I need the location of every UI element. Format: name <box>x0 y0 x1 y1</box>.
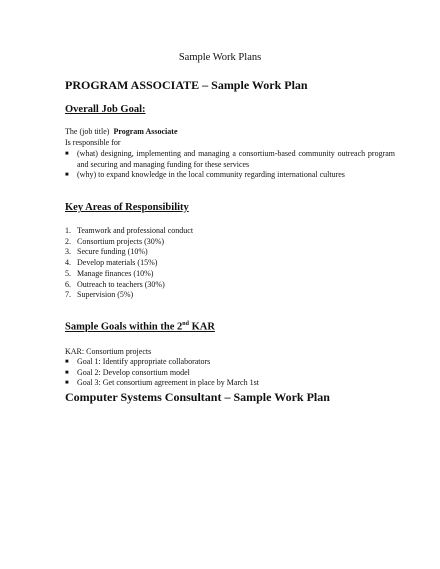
program-associate-heading <box>65 78 308 93</box>
list-item: ■ (why) to expand knowledge in the local community regarding international cultures <box>65 170 345 180</box>
list-item: ■ Goal 2: Develop consortium model <box>65 367 190 377</box>
kar-numbered-list <box>65 226 193 301</box>
heading-suffix: – Sample Work Plan <box>199 78 308 92</box>
sample-goals-list <box>65 357 395 389</box>
square-bullet-icon: ■ <box>65 359 69 365</box>
responsible-line: Is responsible for <box>65 138 121 147</box>
list-item: 4. Develop materials (15%) <box>65 258 158 268</box>
list-item: 6. Outreach to teachers (30%) <box>65 279 165 289</box>
square-bullet-icon: ■ <box>65 380 69 387</box>
job-title: Program Associate <box>113 127 178 136</box>
list-item: 7. Supervision (5%) <box>65 290 134 300</box>
list-item: ■ Goal 1: Identify appropriate collaborators <box>65 357 211 366</box>
job-title-prefix: The (job title) <box>65 127 110 136</box>
key-areas-heading: Key Areas of Responsibility <box>65 202 189 213</box>
goal-bullet-list <box>65 149 395 181</box>
job-title-line <box>65 127 178 137</box>
computer-systems-heading: Computer Systems Consultant – Sample Work Plan <box>65 390 330 404</box>
square-bullet-icon: ■ <box>65 369 69 376</box>
square-bullet-icon: ■ <box>65 151 69 157</box>
sample-goals-heading: Sample Goals within the 2nd KAR <box>65 321 215 333</box>
heading-job-name: PROGRAM ASSOCIATE <box>65 78 200 92</box>
list-item: ■ Goal 3: Get consortium agreement in place by March 1st <box>65 378 259 388</box>
list-item: ■ (what) designing, implementing and managing a consortium-based community outreach program and securing and managing funding for these services <box>65 149 395 169</box>
overall-goal-heading: Overall Job Goal: <box>65 104 146 115</box>
list-item: 3. Secure funding (10%) <box>65 247 148 257</box>
square-bullet-icon: ■ <box>65 172 69 179</box>
list-item: 1. Teamwork and professional conduct <box>65 226 194 235</box>
kar-label: KAR: Consortium projects <box>65 347 152 356</box>
list-item: 5. Manage finances (10%) <box>65 268 154 278</box>
list-item: 2. Consortium projects (30%) <box>65 236 165 246</box>
document-title: Sample Work Plans <box>178 52 262 63</box>
